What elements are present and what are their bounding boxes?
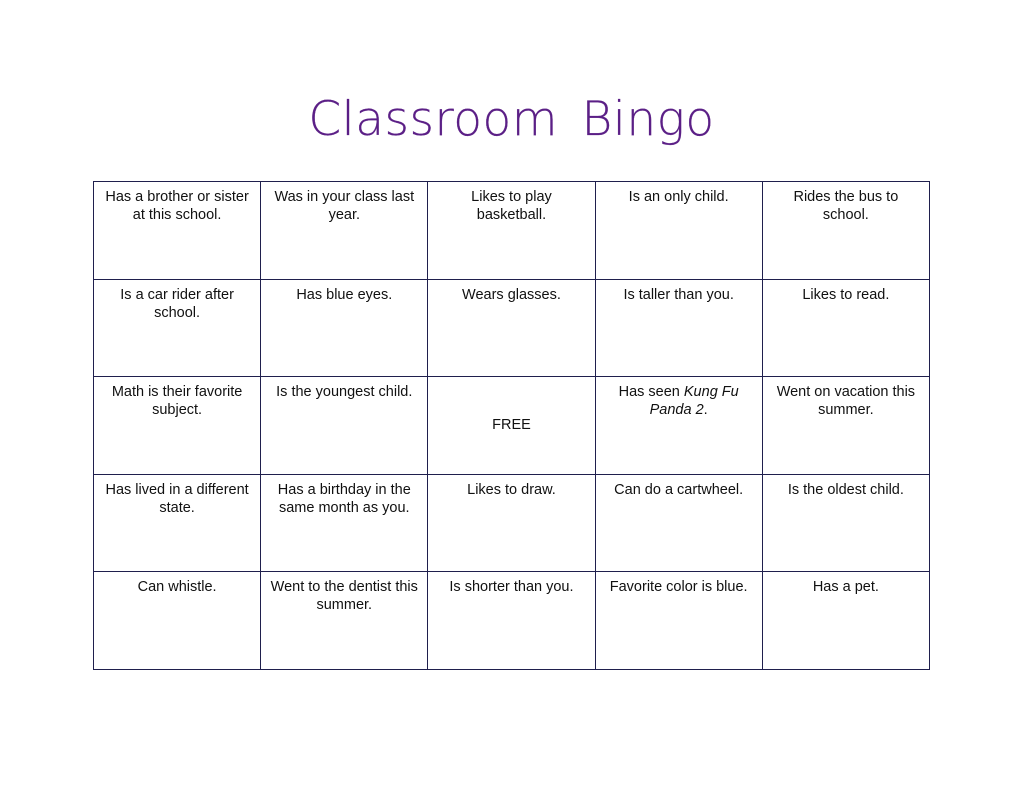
bingo-cell: Favorite color is blue. (595, 572, 762, 670)
bingo-cell: Has a brother or sister at this school. (94, 182, 261, 280)
bingo-cell: Likes to read. (762, 279, 929, 377)
cell-text-suffix: . (703, 402, 708, 419)
bingo-cell: Has lived in a different state. (94, 474, 261, 572)
bingo-cell: Math is their favorite subject. (94, 377, 261, 475)
bingo-cell: Is the youngest child. (261, 377, 428, 475)
bingo-cell: Has a pet. (762, 572, 929, 670)
bingo-cell (595, 377, 762, 475)
bingo-row (94, 474, 930, 572)
bingo-cell: Is the oldest child. (762, 474, 929, 572)
bingo-cell: Was in your class last year. (261, 182, 428, 280)
bingo-cell: Has blue eyes. (261, 279, 428, 377)
bingo-cell: Is a car rider after school. (94, 279, 261, 377)
free-space-cell: FREE (428, 377, 595, 475)
bingo-row (94, 182, 930, 280)
page-title: Classroom Bingo (308, 92, 715, 147)
bingo-cell: Wears glasses. (428, 279, 595, 377)
bingo-cell: Went to the dentist this summer. (261, 572, 428, 670)
bingo-cell: Can do a cartwheel. (595, 474, 762, 572)
bingo-cell: Went on vacation this summer. (762, 377, 929, 475)
bingo-cell: Has a birthday in the same month as you. (261, 474, 428, 572)
bingo-cell: Is shorter than you. (428, 572, 595, 670)
bingo-row (94, 572, 930, 670)
bingo-cell: Rides the bus to school. (762, 182, 929, 280)
bingo-grid (93, 181, 930, 670)
bingo-cell: Is an only child. (595, 182, 762, 280)
cell-text-prefix: Has seen (618, 384, 684, 401)
bingo-row (94, 377, 930, 475)
bingo-cell: Is taller than you. (595, 279, 762, 377)
movie-title: Kung Fu Panda 2 (649, 384, 739, 419)
bingo-cell: Likes to play basketball. (428, 182, 595, 280)
bingo-cell: Likes to draw. (428, 474, 595, 572)
bingo-row (94, 279, 930, 377)
bingo-cell: Can whistle. (94, 572, 261, 670)
